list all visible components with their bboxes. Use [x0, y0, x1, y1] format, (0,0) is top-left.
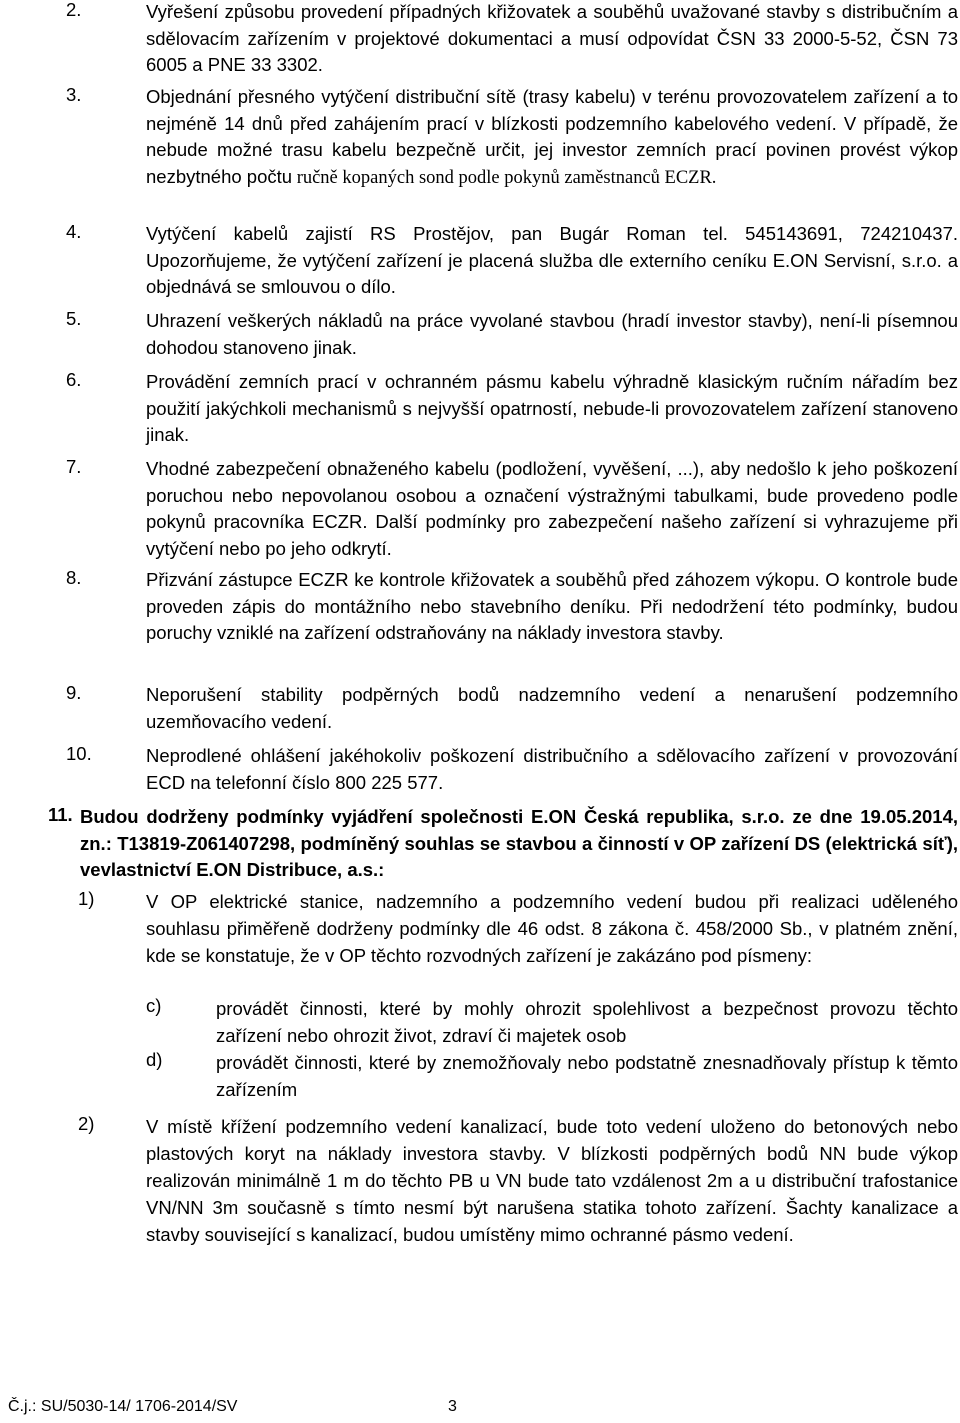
subitem-number: 2): [78, 1113, 95, 1134]
condition-item-4: [0, 221, 960, 301]
condition-item-11: [0, 804, 960, 884]
item-number: 6.: [66, 369, 82, 390]
item-number: 11.: [48, 804, 73, 825]
subcondition-1-d: [0, 1049, 960, 1103]
subitem-text: V OP elektrické stanice, nadzemního a podzemního vedení budou při realizaci uděleného souhlasu přiměřeně dodrženy podmínky dle 46 odst. 8 zákona č. 458/2000 Sb., v platném znění, kde se konstatuje, že v OP těchto rozvodných zařízení je zakázáno pod písmeny:: [146, 891, 958, 966]
subitem-number: 1): [78, 888, 95, 909]
item-number: 2.: [66, 0, 82, 20]
condition-item-9: [0, 682, 960, 735]
subcondition-2: [0, 1113, 960, 1248]
item-text: Neporušení stability podpěrných bodů nadzemního vedení a nenarušení podzemního uzemňovacího vedení.: [146, 684, 958, 732]
letter-text: provádět činnosti, které by znemožňovaly nebo podstatně znesnadňovaly přístup k těmto zařízením: [216, 1052, 958, 1100]
condition-item-8: [0, 567, 960, 647]
subcondition-1-c: [0, 995, 960, 1049]
item-text-part: Objednání přesného vytýčení distribuční sítě (trasy kabelu) v terénu provozovatelem zařízení a to nejméně 14 dnů před zahájením prací v blízkosti podzemního kabelového vedení. V případě, že nebude možné trasu kabelu bezpečně určit, jej investor zemních prací povinen provést výkop nezbytného počtu: [146, 86, 958, 187]
subitem-text: V místě křížení podzemního vedení kanalizací, bude toto vedení uloženo do betonových nebo plastových koryt na náklady investora stavby. V blízkosti podpěrných bodů NN bude výkop realizován minimálně 1 m do těchto PB u VN bude tato vzdálenost 2m a u distribuční trafostanice VN/NN 3m současně s tímto nesmí být narušena statika tohoto zařízení. Šachty kanalizace a stavby související s kanalizací, budou umístěny mimo ochranné pásmo vedení.: [146, 1116, 958, 1245]
item-text: Provádění zemních prací v ochranném pásmu kabelu výhradně klasickým ručním nářadím bez použití jakýchkoli mechanismů s nejvyšší opatrností, nebude-li provozovatelem zařízení stanoveno jinak.: [146, 371, 958, 445]
condition-item-2: [0, 0, 960, 79]
item-text: Uhrazení veškerých nákladů na práce vyvolané stavbou (hradí investor stavby), není-li písemnou dohodou stanoveno jinak.: [146, 310, 958, 358]
item-text: Vytýčení kabelů zajistí RS Prostějov, pan Bugár Roman tel. 545143691, 724210437. Upozorňujeme, že vytýčení zařízení je placená služba dle externího ceníku E.ON Servisní, s.r.o. a objednává se smlouvou o dílo.: [146, 223, 958, 297]
condition-item-10: [0, 743, 960, 796]
item-number: 3.: [66, 84, 82, 105]
item-text: Neprodlené ohlášení jakéhokoliv poškození distribučního a sdělovacího zařízení v provozování ECD na telefonní číslo 800 225 577.: [146, 745, 958, 793]
item-number: 4.: [66, 221, 82, 242]
condition-item-7: [0, 456, 960, 562]
item-number: 9.: [66, 682, 82, 703]
subcondition-1: [0, 888, 960, 969]
condition-item-3: [0, 84, 960, 191]
document-reference: Č.j.: SU/5030-14/ 1706-2014/SV: [8, 1398, 238, 1415]
item-text: Vyřešení způsobu provedení případných křižovatek a souběhů uvažované stavby s distribučním a sdělovacím zařízením v projektové dokumentaci a musí odpovídat ČSN 33 2000-5-52, ČSN 73 6005 a PNE 33 3302.: [146, 1, 958, 75]
item-text: Přizvání zástupce ECZR ke kontrole křižovatek a souběhů před záhozem výkopu. O kontrole bude proveden zápis do montážního nebo stavebního deníku. Při nedodržení této podmínky, budou poruchy vzniklé na zařízení odstraňovány na náklady investora stavby.: [146, 569, 958, 643]
item-number: 5.: [66, 308, 82, 329]
item-text-serif-part: ručně kopaných sond podle pokynů zaměstnanců ECZR.: [292, 167, 717, 188]
item-text: Budou dodrženy podmínky vyjádření společnosti E.ON Česká republika, s.r.o. ze dne 19.05.2014, zn.: T13819-Z061407298, podmíněný souhlas se stavbou a činností v OP zařízení DS (elektrická síť), vevlastnictví E.ON Distribuce, a.s.:: [80, 806, 958, 880]
item-text: Vhodné zabezpečení obnaženého kabelu (podložení, vyvěšení, ...), aby nedošlo k jeho poškození poruchou nebo nepovolanou osobou a označení výstražnými tabulkami, bude provedeno podle pokynů pracovníka ECZR. Další podmínky pro zabezpečení našeho zařízení si vyhrazujeme při vytýčení nebo po jeho odkrytí.: [146, 458, 958, 559]
letter-label: d): [146, 1049, 163, 1070]
item-text: [146, 84, 958, 191]
letter-text: provádět činnosti, které by mohly ohrozit spolehlivost a bezpečnost provozu těchto zařízení nebo ohrozit život, zdraví či majetek osob: [216, 998, 958, 1046]
item-number: 7.: [66, 456, 82, 477]
condition-item-5: [0, 308, 960, 361]
item-number: 10.: [66, 743, 92, 764]
condition-item-6: [0, 369, 960, 449]
letter-label: c): [146, 995, 162, 1016]
item-number: 8.: [66, 567, 82, 588]
page-number: 3: [448, 1398, 457, 1415]
